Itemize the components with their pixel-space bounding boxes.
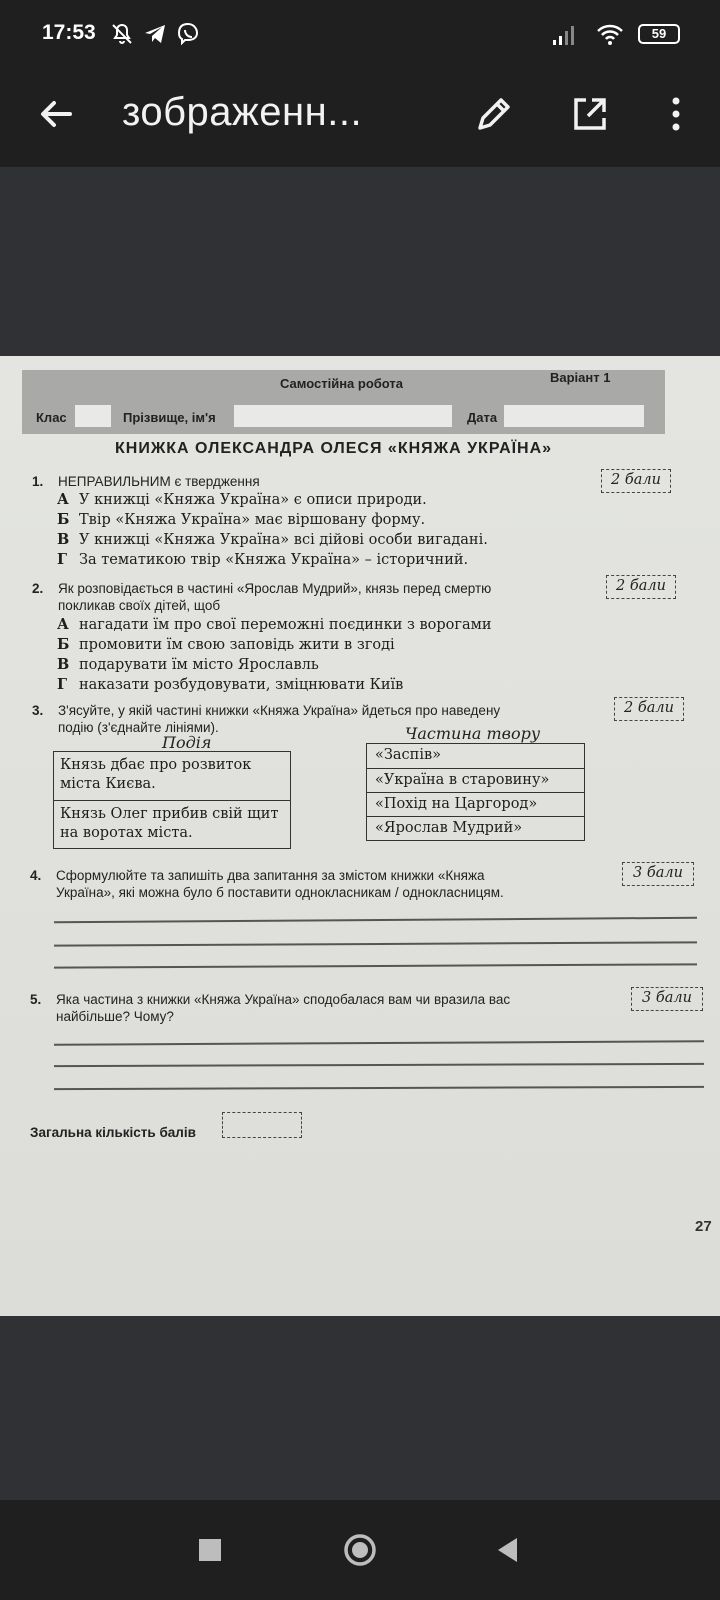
event-cell: Князь дбає про розвиток міста Києва. bbox=[60, 757, 252, 792]
worksheet-header bbox=[22, 370, 665, 434]
question-2-text-line2: покликав своїх дітей, щоб bbox=[58, 598, 221, 613]
worksheet-title: КНИЖКА ОЛЕКСАНДРА ОЛЕСЯ «КНЯЖА УКРАЇНА» bbox=[115, 440, 553, 457]
navigation-bar bbox=[0, 1500, 720, 1600]
question-4-text-line1: Сформулюйте та запишіть два запитання за змістом книжки «Княжа bbox=[56, 868, 485, 883]
open-external-icon[interactable] bbox=[568, 92, 612, 136]
signal-icon bbox=[552, 22, 578, 46]
answer-line bbox=[54, 1063, 704, 1067]
date-field bbox=[504, 405, 644, 427]
answer-line bbox=[54, 963, 697, 968]
viber-icon bbox=[176, 22, 200, 46]
home-icon[interactable] bbox=[342, 1532, 378, 1568]
question-3-text-line2: подію (з'єднайте лініями). bbox=[58, 720, 219, 735]
question-2-score: 2 бали bbox=[606, 575, 676, 599]
app-bar bbox=[0, 70, 720, 167]
answer-line bbox=[54, 1040, 704, 1045]
question-3-score: 2 бали bbox=[614, 697, 684, 721]
recent-apps-icon[interactable] bbox=[192, 1532, 228, 1568]
worksheet-paper bbox=[0, 356, 720, 1316]
part-cell: «Україна в старовину» bbox=[367, 768, 584, 792]
parts-column-title: Частина твору bbox=[405, 724, 541, 743]
answer-line bbox=[54, 941, 697, 946]
events-table bbox=[53, 751, 291, 849]
question-5-number: 5. bbox=[30, 992, 42, 1007]
worksheet-photo bbox=[0, 356, 720, 1316]
battery-indicator: 59 bbox=[638, 24, 680, 44]
question-1-score: 2 бали bbox=[601, 469, 671, 493]
event-cell: Князь Олег прибив свій щит на воротах міста. bbox=[54, 800, 290, 848]
part-cell: «Похід на Царгород» bbox=[367, 792, 584, 816]
q1-option-c: В У книжці «Княжа Україна» всі дійові особи вигадані. bbox=[57, 531, 488, 548]
question-5-text-line2: найбільше? Чому? bbox=[56, 1009, 174, 1024]
answer-line bbox=[54, 1086, 704, 1090]
name-label: Прізвище, ім'я bbox=[123, 410, 216, 425]
question-4-number: 4. bbox=[30, 868, 42, 883]
question-2-number: 2. bbox=[32, 581, 44, 596]
events-column-title: Подія bbox=[162, 733, 212, 752]
class-field bbox=[75, 405, 111, 427]
question-4-text-line2: Україна», які можна було б поставити однокласникам / однокласницям. bbox=[56, 885, 504, 900]
question-3-number: 3. bbox=[32, 703, 44, 718]
worksheet-variant: Варіант 1 bbox=[550, 370, 611, 385]
total-score-box bbox=[222, 1112, 302, 1138]
date-label: Дата bbox=[467, 410, 498, 425]
q2-option-d: Г наказати розбудовувати, зміцнювати Київ bbox=[57, 676, 404, 693]
q2-option-a: А нагадати їм про свої переможні поєдинки з ворогами bbox=[57, 616, 492, 633]
class-label: Клас bbox=[36, 410, 67, 425]
name-field bbox=[234, 405, 452, 427]
more-options-icon[interactable] bbox=[654, 92, 698, 136]
part-cell: «Заспів» bbox=[375, 747, 442, 763]
image-viewer bbox=[0, 167, 720, 1500]
parts-table bbox=[366, 743, 585, 841]
q1-option-d: Г За тематикою твір «Княжа Україна» – історичний. bbox=[57, 551, 469, 568]
question-5-text-line1: Яка частина з книжки «Княжа Україна» сподобалася вам чи вразила вас bbox=[56, 992, 511, 1007]
page-number: 27 bbox=[695, 1218, 712, 1235]
question-2-text-line1: Як розповідається в частині «Ярослав Мудрий», князь перед смертю bbox=[58, 581, 492, 596]
image-title: зображенн... bbox=[122, 90, 363, 134]
status-time: 17:53 bbox=[42, 21, 96, 44]
edit-pencil-icon[interactable] bbox=[472, 92, 516, 136]
question-1-number: 1. bbox=[32, 474, 44, 489]
telegram-icon bbox=[143, 22, 167, 46]
q1-option-a: А У книжці «Княжа Україна» є описи природи. bbox=[57, 491, 427, 508]
question-5-score: 3 бали bbox=[631, 987, 703, 1011]
total-score-label: Загальна кількість балів bbox=[30, 1125, 196, 1140]
q2-option-c: В подарувати їм місто Ярославль bbox=[57, 656, 319, 673]
worksheet-header-title: Самостійна робота bbox=[280, 376, 404, 391]
back-arrow-icon[interactable] bbox=[34, 92, 78, 136]
wifi-icon bbox=[596, 22, 624, 46]
back-triangle-icon[interactable] bbox=[490, 1532, 526, 1568]
question-3-text-line1: З'ясуйте, у якій частині книжки «Княжа Україна» йдеться про наведену bbox=[58, 703, 501, 718]
q1-option-b: Б Твір «Княжа Україна» має віршовану форму. bbox=[57, 511, 426, 528]
answer-line bbox=[54, 917, 697, 923]
question-1-text: НЕПРАВИЛЬНИМ є твердження bbox=[58, 474, 260, 489]
bell-off-icon bbox=[110, 22, 134, 46]
part-cell: «Ярослав Мудрий» bbox=[367, 816, 584, 840]
question-4-score: 3 бали bbox=[622, 862, 694, 886]
status-bar bbox=[0, 0, 720, 70]
q2-option-b: Б промовити їм свою заповідь жити в згоді bbox=[57, 636, 395, 653]
